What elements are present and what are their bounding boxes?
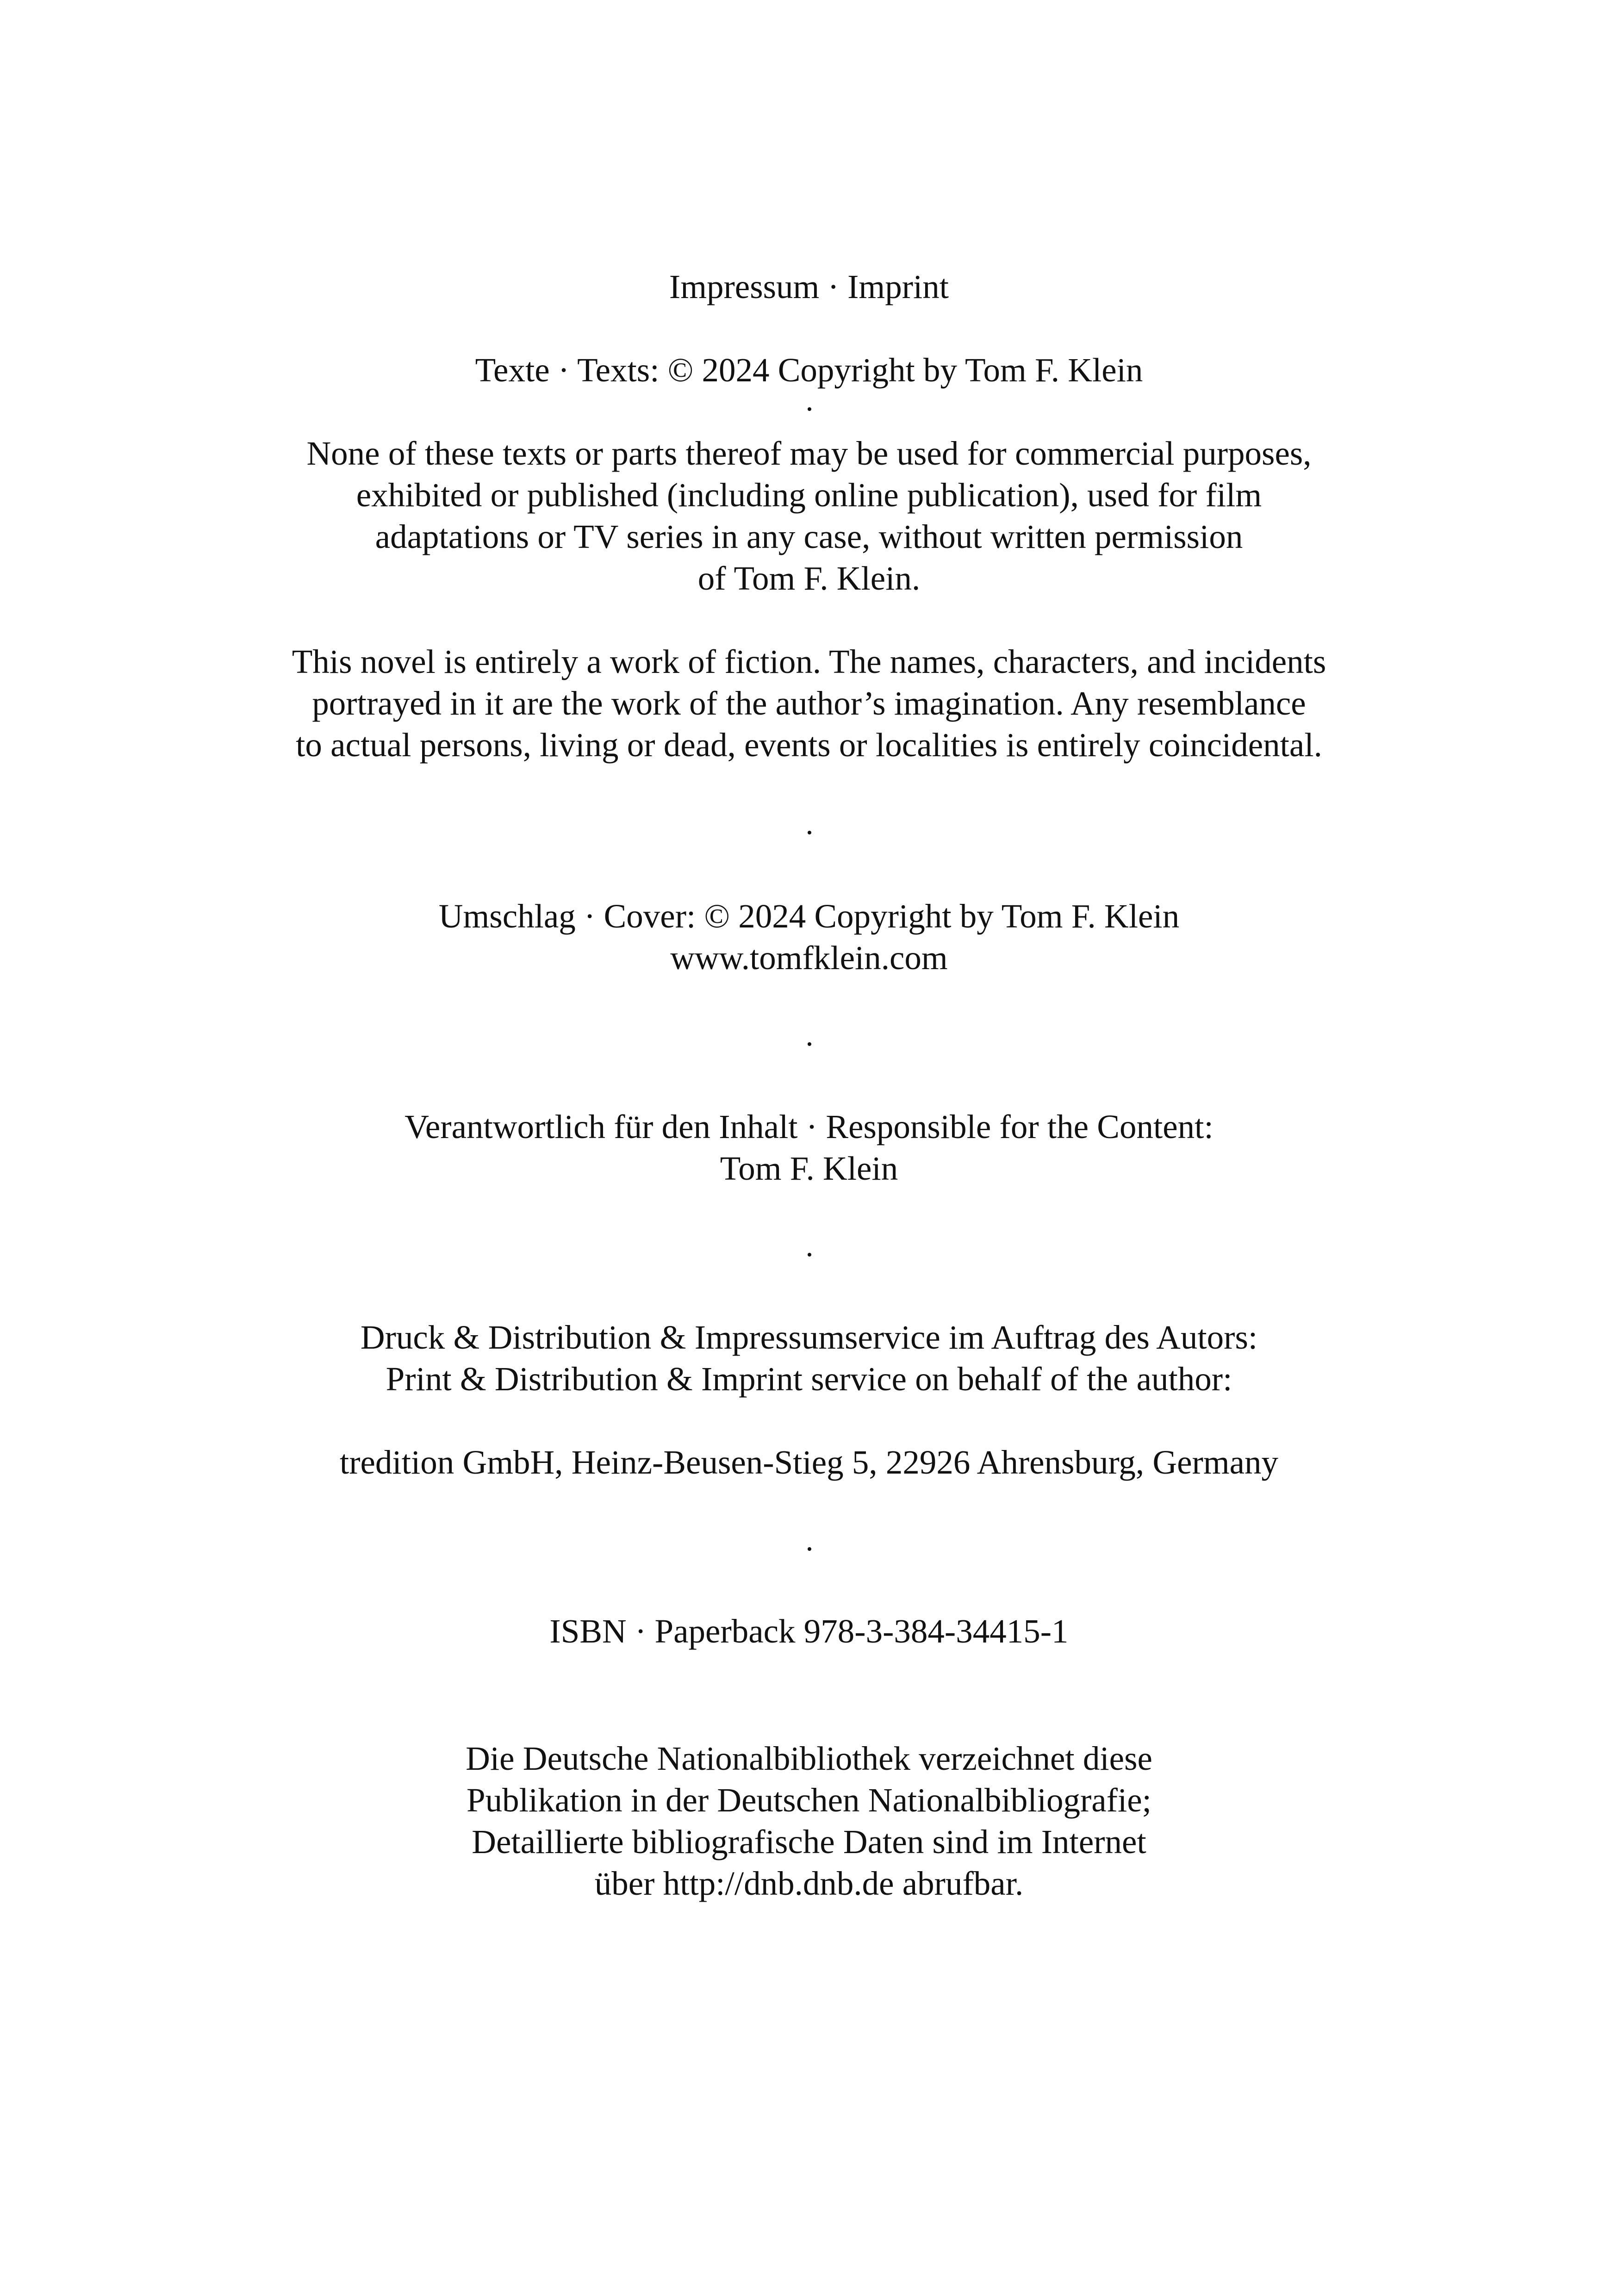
rights-line: adaptations or TV series in any case, without written permission	[375, 518, 1243, 555]
separator-dot	[808, 1042, 811, 1046]
imprint-heading: Impressum · Imprint	[669, 268, 949, 305]
dnb-line: Publikation in der Deutschen Nationalbibliografie;	[467, 1781, 1151, 1819]
print-line-en: Print & Distribution & Imprint service on behalf of the author:	[386, 1360, 1232, 1398]
separator-dot	[808, 1253, 811, 1257]
dnb-line: über http://dnb.dnb.de abrufbar.	[594, 1865, 1024, 1902]
dnb-line: Die Deutsche Nationalbibliothek verzeichnet diese	[466, 1740, 1152, 1777]
separator-dot	[808, 1547, 811, 1551]
responsible-name: Tom F. Klein	[720, 1150, 898, 1187]
dnb-line: Detaillierte bibliografische Daten sind im Internet	[472, 1823, 1146, 1860]
rights-line: of Tom F. Klein.	[697, 560, 921, 597]
separator-dot	[808, 407, 811, 411]
rights-line: exhibited or published (including online publication), used for film	[356, 476, 1262, 514]
fiction-line: to actual persons, living or dead, events or localities is entirely coincidental.	[296, 726, 1322, 764]
responsible-label: Verantwortlich für den Inhalt · Responsible for the Content:	[404, 1108, 1214, 1145]
separator-dot	[808, 831, 811, 834]
fiction-line: This novel is entirely a work of fiction. The names, characters, and incidents	[292, 643, 1326, 680]
isbn-line: ISBN · Paperback 978-3-384-34415-1	[549, 1612, 1069, 1650]
publisher-address: tredition GmbH, Heinz-Beusen-Stieg 5, 22926 Ahrensburg, Germany	[339, 1444, 1279, 1481]
cover-copyright-line: Umschlag · Cover: © 2024 Copyright by Tom F. Klein	[438, 897, 1180, 935]
author-website: www.tomfklein.com	[670, 939, 948, 977]
rights-line: None of these texts or parts thereof may be used for commercial purposes,	[306, 435, 1312, 472]
print-line-de: Druck & Distribution & Impressumservice im Auftrag des Autors:	[360, 1319, 1258, 1356]
fiction-line: portrayed in it are the work of the author’s imagination. Any resemblance	[312, 684, 1306, 722]
texts-copyright-line: Texte · Texts: © 2024 Copyright by Tom F. Klein	[475, 351, 1143, 389]
